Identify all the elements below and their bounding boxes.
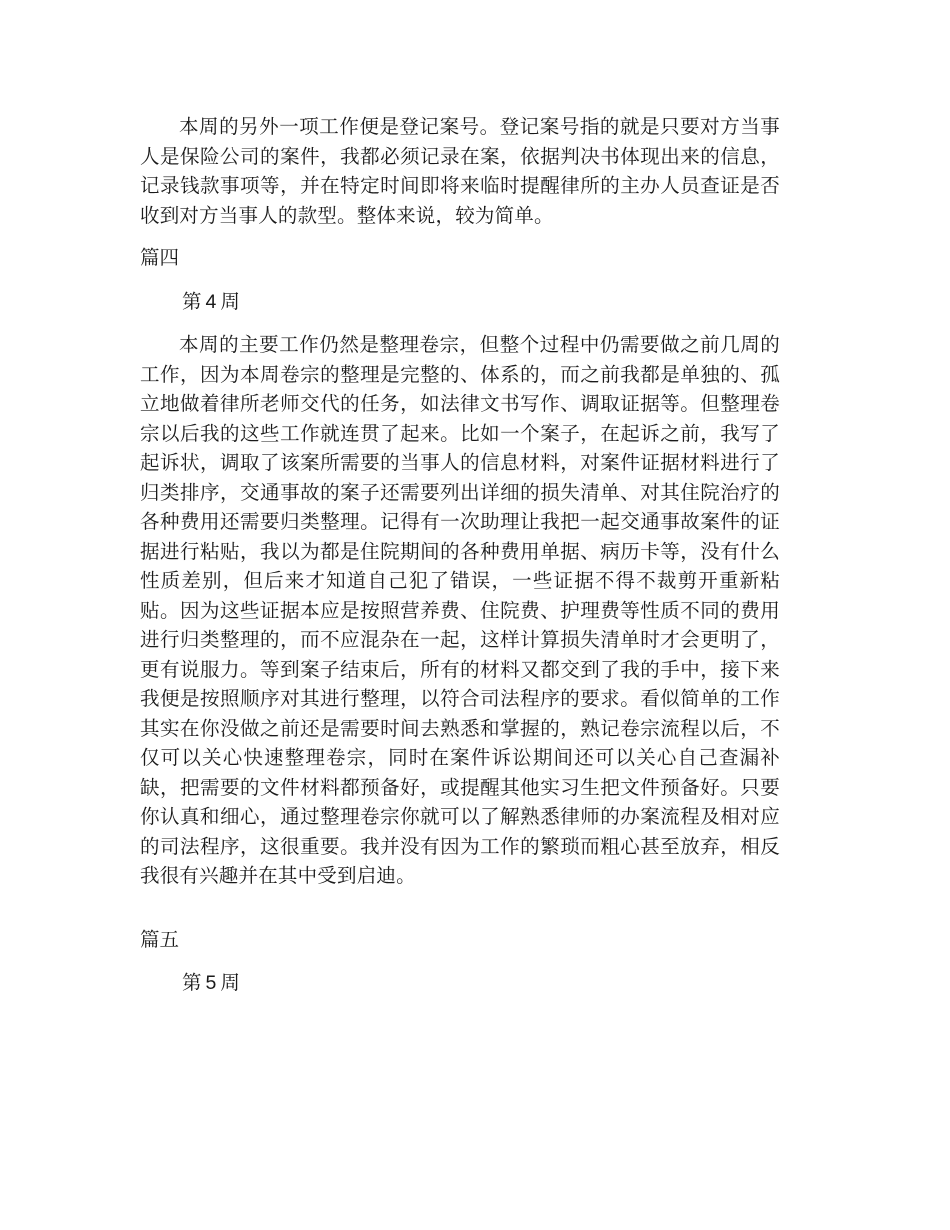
week-number: 5 (205, 972, 217, 994)
section-four-week-label (182, 287, 240, 317)
week-prefix: 第 (182, 290, 202, 313)
section-four-body-paragraph: 本周的主要工作仍然是整理卷宗，但整个过程中仍需要做之前几周的工作，因为本周卷宗的整理是完整的、体系的，而之前我都是单独的、孤立地做着律所老师交代的任务，如法律文书写作、调取证据等。但整理卷宗以后我的这些工作就连贯了起来。比如一个案子，在起诉之前，我写了起诉状，调取了该案所需要的当事人的信息材料，对案件证据材料进行了归类排序，交通事故的案子还需要列出详细的损失清单、对其住院治疗的各种费用还需要归类整理。记得有一次助理让我把一起交通事故案件的证据进行粘贴，我以为都是住院期间的各种费用单据、病历卡等，没有什么性质差别，但后来才知道自己犯了错误，一些证据不得不裁剪开重新粘贴。因为这些证据本应是按照营养费、住院费、护理费等性质不同的费用进行归类整理的，而不应混杂在一起，这样计算损失清单时才会更明了，更有说服力。等到案子结束后，所有的材料又都交到了我的手中，接下来我便是按照顺序对其进行整理，以符合司法程序的要求。看似简单的工作其实在你没做之前还是需要时间去熟悉和掌握的，熟记卷宗流程以后，不仅可以关心快速整理卷宗，同时在案件诉讼期间还可以关心自己查漏补缺，把需要的文件材料都预备好，或提醒其他实习生把文件预备好。只要你认真和细心，通过整理卷宗你就可以了解熟悉律师的办案流程及相对应的司法程序，这很重要。我并没有因为工作的繁琐而粗心甚至放弃，相反我很有兴趣并在其中受到启迪。 (140, 333, 780, 887)
intro-paragraph: 本周的另外一项工作便是登记案号。登记案号指的就是只要对方当事人是保险公司的案件，我都必须记录在案，依据判决书体现出来的信息，记录钱款事项等，并在特定时间即将来临时提醒律所的主办人员查证是否收到对方当事人的款型。整体来说，较为简单。 (140, 115, 780, 227)
week-suffix: 周 (220, 290, 240, 313)
week-suffix: 周 (220, 971, 240, 994)
section-five-week-label (182, 968, 240, 998)
section-five-title: 篇五 (140, 928, 180, 951)
week-prefix: 第 (182, 971, 202, 994)
week-number: 4 (205, 291, 217, 313)
section-four-title: 篇四 (140, 246, 180, 269)
